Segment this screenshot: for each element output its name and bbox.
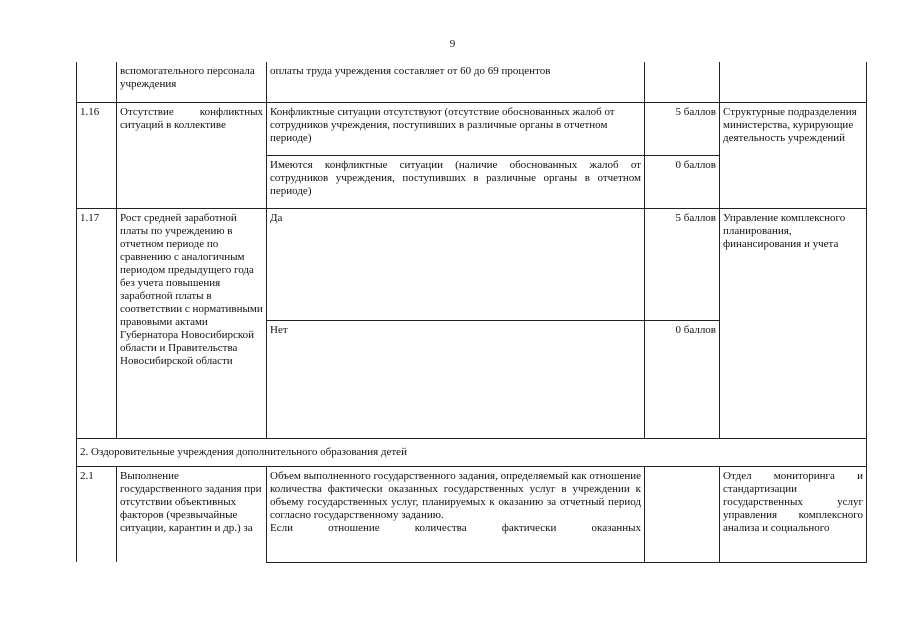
cell-responsible: Структурные подразделения министерства, курирующие деятельность учреждений bbox=[720, 102, 867, 208]
cell-score: 5 баллов bbox=[645, 102, 720, 155]
cell-score bbox=[645, 62, 720, 102]
table-row-section-2 bbox=[77, 438, 867, 466]
cell-num: 1.17 bbox=[77, 208, 117, 438]
table-row-2-1 bbox=[77, 466, 867, 562]
cell-score: 0 баллов bbox=[645, 155, 720, 208]
cell-name: Выполнение государственного задания при отсутствии объективных факторов (чрезвычайные ситуации, карантин и др.) за bbox=[117, 466, 267, 562]
cell-name: Рост средней заработной платы по учреждению в отчетном периоде по сравнению с аналогичным периодом предыдущего года без учета повышения заработной платы в соответствии с нормативными правовыми актами Губернатора Новосибирской области и Правительства Новосибирской области bbox=[117, 208, 267, 438]
cell-score bbox=[645, 466, 720, 562]
cell-criterion bbox=[267, 466, 645, 562]
cell-name: Отсутствие конфликтных ситуаций в коллективе bbox=[117, 102, 267, 208]
cell-score: 5 баллов bbox=[645, 208, 720, 320]
cell-num: 2.1 bbox=[77, 466, 117, 562]
cell-responsible: Управление комплексного планирования, финансирования и учета bbox=[720, 208, 867, 438]
cell-criterion: Конфликтные ситуации отсутствуют (отсутствие обоснованных жалоб от сотрудников учреждения, поступивших в различные органы в отчетном периоде) bbox=[267, 102, 645, 155]
cell-name: вспомогательного персонала учреждения bbox=[117, 62, 267, 102]
cell-criterion: оплаты труда учреждения составляет от 60 до 69 процентов bbox=[267, 62, 645, 102]
cell-criterion: Нет bbox=[267, 320, 645, 438]
table-row-1-16 bbox=[77, 102, 867, 155]
criterion-paragraph-2: Если отношение количества фактически оказанных bbox=[270, 521, 641, 534]
table-row-continuation bbox=[77, 62, 867, 102]
cell-criterion: Имеются конфликтные ситуации (наличие обоснованных жалоб от сотрудников учреждения, поступивших в различные органы в отчетном периоде) bbox=[267, 155, 645, 208]
cell-criterion: Да bbox=[267, 208, 645, 320]
cell-num: 1.16 bbox=[77, 102, 117, 208]
page-number: 9 bbox=[449, 38, 456, 50]
cell-score: 0 баллов bbox=[645, 320, 720, 438]
table-row-1-17 bbox=[77, 208, 867, 320]
section-heading: 2. Оздоровительные учреждения дополнительного образования детей bbox=[77, 438, 867, 466]
cell-num bbox=[77, 62, 117, 102]
criteria-table bbox=[76, 62, 867, 563]
criterion-paragraph-1: Объем выполненного государственного задания, определяемый как отношение количества фактически оказанных государственных услуг в учреждении к объему государственных услуг, планируемых к оказанию за отчетный период согласно государственному заданию. bbox=[270, 469, 641, 521]
cell-responsible: Отдел мониторинга и стандартизации государственных услуг управления комплексного анализа и социального bbox=[720, 466, 867, 562]
cell-responsible bbox=[720, 62, 867, 102]
